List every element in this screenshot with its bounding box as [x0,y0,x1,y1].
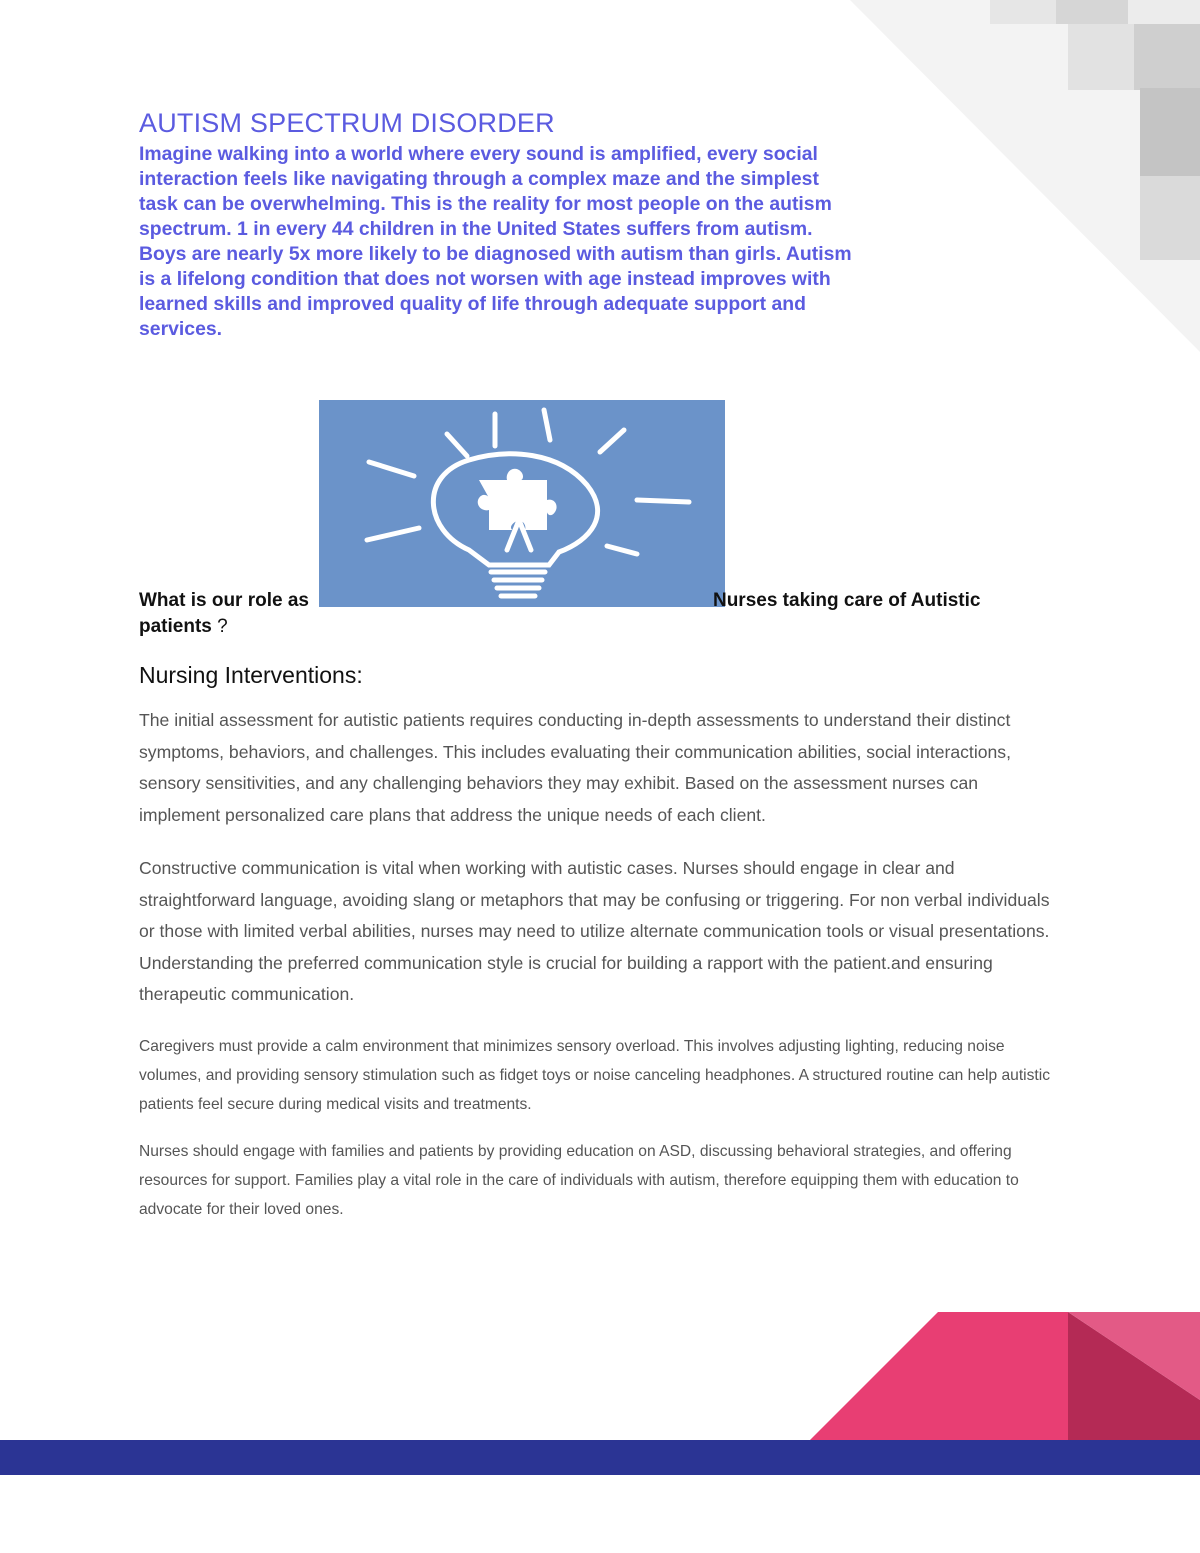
interventions-heading: Nursing Interventions: [139,662,363,688]
pink-block [938,1312,1068,1440]
page-title: AUTISM SPECTRUM DISORDER [139,108,555,138]
question-mark: ? [211,616,228,637]
paragraph-communication: Constructive communication is vital when working with autistic cases. Nurses should engage in clear and straightforward language, avoiding slang or metaphors that may be confusing or triggering. For non verbal individuals or those with limited verbal abilities, nurses may need to utilize alternate communication tools or visual presentations. Understanding the preferred communication style is crucial for building a rapport with the patient.and ensuring therapeutic communication. [139,858,1050,1004]
lightbulb-puzzle-icon [319,400,725,607]
paragraph-families: Nurses should engage with families and patients by providing education on ASD, discussing behavioral strategies, and offering resources for support. Families play a vital role in the care of individuals with autism, therefore equipping them with education to advocate for their loved ones. [139,1143,1019,1218]
role-question-part2: Nurses taking care of Autistic patients [139,590,981,637]
footer-band [0,1440,1200,1475]
paragraph-environment: Caregivers must provide a calm environment that minimizes sensory overload. This involves adjusting lighting, reducing noise volumes, and providing sensory stimulation such as fidget toys or noise canceling headphones. A structured routine can help autistic patients feel secure during medical visits and treatments. [139,1038,1051,1113]
paragraph-assessment: The initial assessment for autistic patients requires conducting in-depth assessments to understand their distinct symptoms, behaviors, and challenges. This includes evaluating their communication abilities, social interactions, sensory sensitivities, and any challenging behaviors they may exhibit. Based on the assessment nurses can implement personalized care plans that address the unique needs of each client. [139,710,1011,825]
intro-paragraph: Imagine walking into a world where every sound is amplified, every social interaction feels like navigating through a complex maze and the simplest task can be overwhelming. This is the reality for most people on the autism spectrum. 1 in every 44 children in the United States suffers from autism. Boys are nearly 5x more likely to be diagnosed with autism than girls. Autism is a lifelong condition that does not worsen with age instead improves with learned skills and improved quality of life through adequate support and services. [139,143,852,340]
pink-triangle-left [810,1312,938,1440]
role-question [139,588,1039,640]
role-question-part1: What is our role as [139,590,309,611]
